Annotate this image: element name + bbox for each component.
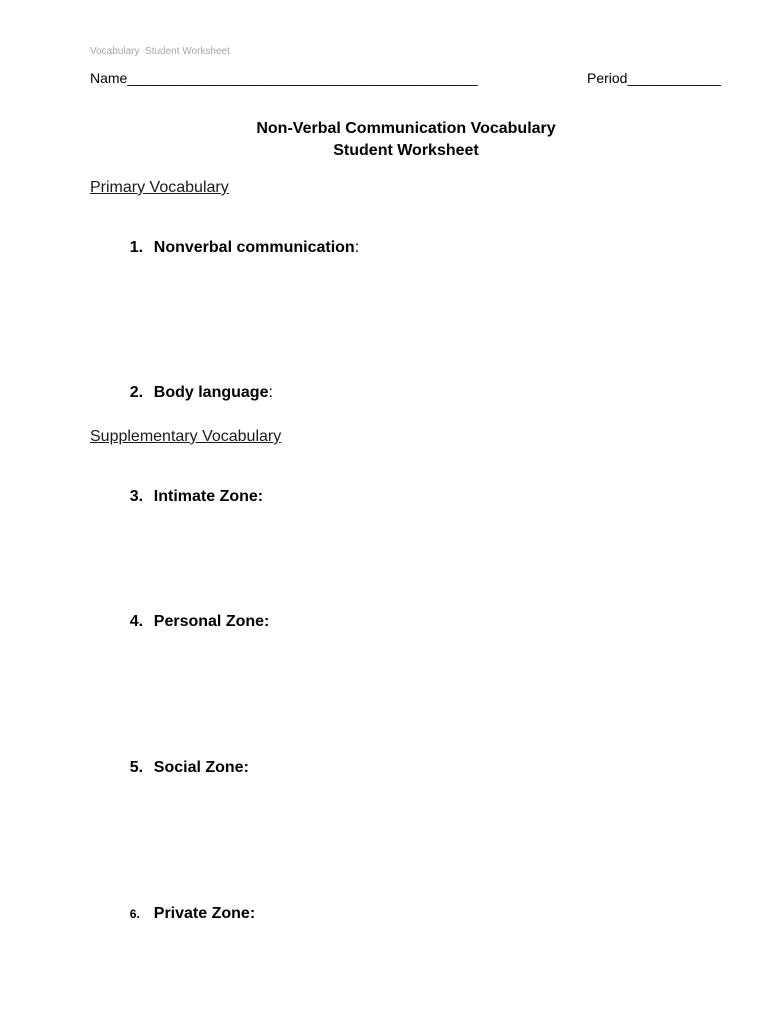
vocab-item-intimate-zone [112, 470, 263, 524]
item-number: 6. [129, 907, 140, 921]
name-field[interactable]: Name_____________________________________________ [90, 70, 478, 86]
header-note: Vocabulary Student Worksheet [90, 46, 230, 57]
item-number: 1. [129, 239, 144, 256]
worksheet-subtitle: Student Worksheet [333, 142, 479, 159]
vocab-item-nonverbal-communication [112, 221, 359, 275]
item-number: 2. [129, 384, 144, 401]
worksheet-title: Non-Verbal Communication Vocabulary [256, 120, 556, 137]
item-term: Private Zone: [153, 905, 256, 922]
supplementary-vocabulary-heading: Supplementary Vocabulary [90, 428, 282, 445]
vocab-item-body-language [112, 366, 273, 420]
item-term: Intimate Zone: [153, 488, 264, 505]
vocab-item-private-zone [112, 887, 255, 941]
item-colon: : [354, 239, 360, 256]
item-term: Social Zone: [153, 759, 249, 776]
item-term: Body language [153, 384, 269, 401]
vocab-item-personal-zone [112, 595, 269, 649]
item-term: Personal Zone: [153, 613, 270, 630]
item-colon: : [268, 384, 273, 401]
item-number: 5. [129, 759, 144, 776]
vocab-item-social-zone [112, 741, 249, 795]
period-field[interactable]: Period____________ [587, 70, 721, 86]
item-term: Nonverbal communication [153, 239, 355, 256]
item-number: 4. [129, 613, 144, 630]
primary-vocabulary-heading: Primary Vocabulary [90, 179, 229, 196]
item-number: 3. [129, 488, 144, 505]
